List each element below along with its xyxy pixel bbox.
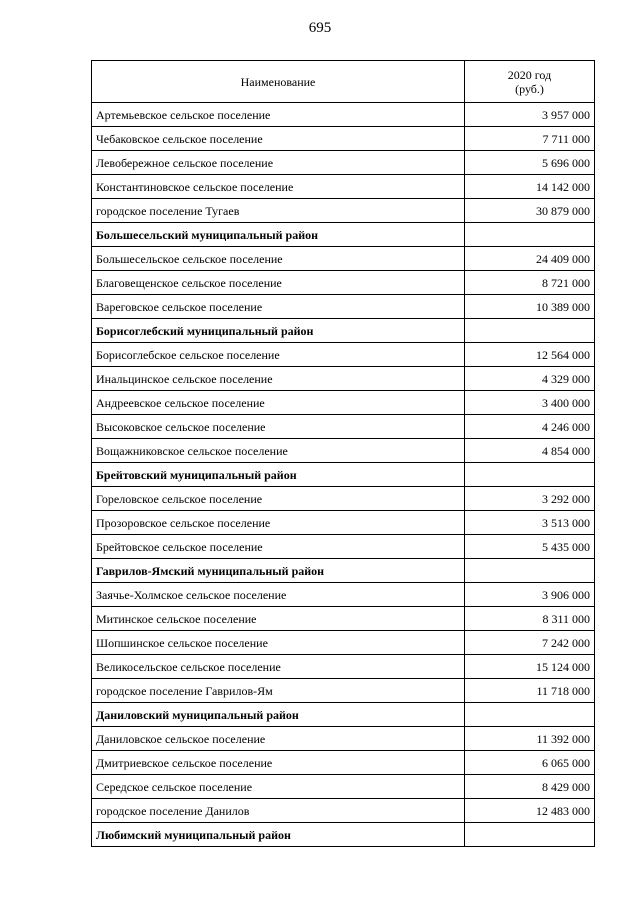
- settlement-name-cell: Константиновское сельское поселение: [92, 175, 465, 199]
- settlement-name-cell: городское поселение Тугаев: [92, 199, 465, 223]
- district-name-cell: Борисоглебский муниципальный район: [92, 319, 465, 343]
- table-row: [92, 247, 595, 271]
- table-row: [92, 271, 595, 295]
- amount-cell: [465, 823, 595, 847]
- settlement-name-cell: Середское сельское поселение: [92, 775, 465, 799]
- district-header-row: [92, 319, 595, 343]
- district-name-cell: Любимский муниципальный район: [92, 823, 465, 847]
- table-header-row: [92, 61, 595, 103]
- amount-cell: 30 879 000: [465, 199, 595, 223]
- amount-cell: 7 711 000: [465, 127, 595, 151]
- table-row: [92, 535, 595, 559]
- district-header-row: [92, 223, 595, 247]
- amount-cell: 6 065 000: [465, 751, 595, 775]
- table-row: [92, 343, 595, 367]
- table-body: [92, 103, 595, 847]
- settlement-name-cell: Даниловское сельское поселение: [92, 727, 465, 751]
- table-row: [92, 511, 595, 535]
- amount-cell: 4 329 000: [465, 367, 595, 391]
- district-name-cell: Брейтовский муниципальный район: [92, 463, 465, 487]
- district-header-row: [92, 463, 595, 487]
- amount-cell: [465, 223, 595, 247]
- settlement-name-cell: Заячье-Холмское сельское поселение: [92, 583, 465, 607]
- page-number: 695: [308, 20, 332, 36]
- amount-cell: 3 513 000: [465, 511, 595, 535]
- district-header-row: [92, 823, 595, 847]
- amount-cell: 15 124 000: [465, 655, 595, 679]
- table-row: [92, 751, 595, 775]
- table-row: [92, 487, 595, 511]
- district-name-cell: Даниловский муниципальный район: [92, 703, 465, 727]
- amount-cell: 12 564 000: [465, 343, 595, 367]
- settlement-name-cell: Левобережное сельское поселение: [92, 151, 465, 175]
- table-row: [92, 391, 595, 415]
- settlement-name-cell: Великосельское сельское поселение: [92, 655, 465, 679]
- table-row: [92, 631, 595, 655]
- table-row: [92, 799, 595, 823]
- settlement-name-cell: городское поселение Гаврилов-Ям: [92, 679, 465, 703]
- amount-cell: 12 483 000: [465, 799, 595, 823]
- settlement-name-cell: Большесельское сельское поселение: [92, 247, 465, 271]
- amount-cell: 3 906 000: [465, 583, 595, 607]
- table-row: [92, 103, 595, 127]
- table-row: [92, 775, 595, 799]
- settlement-name-cell: Андреевское сельское поселение: [92, 391, 465, 415]
- settlement-name-cell: Прозоровское сельское поселение: [92, 511, 465, 535]
- table-row: [92, 655, 595, 679]
- column-header-name: Наименование: [92, 61, 465, 103]
- district-name-cell: Гаврилов-Ямский муниципальный район: [92, 559, 465, 583]
- amount-cell: 8 429 000: [465, 775, 595, 799]
- settlement-name-cell: Брейтовское сельское поселение: [92, 535, 465, 559]
- budget-table: [91, 60, 595, 847]
- settlement-name-cell: городское поселение Данилов: [92, 799, 465, 823]
- amount-cell: 11 718 000: [465, 679, 595, 703]
- settlement-name-cell: Шопшинское сельское поселение: [92, 631, 465, 655]
- settlement-name-cell: Вареговское сельское поселение: [92, 295, 465, 319]
- settlement-name-cell: Вощажниковское сельское поселение: [92, 439, 465, 463]
- table-row: [92, 415, 595, 439]
- amount-cell: 24 409 000: [465, 247, 595, 271]
- amount-cell: [465, 319, 595, 343]
- amount-cell: 3 957 000: [465, 103, 595, 127]
- amount-cell: 8 311 000: [465, 607, 595, 631]
- amount-cell: 14 142 000: [465, 175, 595, 199]
- amount-cell: 5 696 000: [465, 151, 595, 175]
- settlement-name-cell: Дмитриевское сельское поселение: [92, 751, 465, 775]
- table-row: [92, 583, 595, 607]
- settlement-name-cell: Гореловское сельское поселение: [92, 487, 465, 511]
- column-header-year-label: 2020 год: [507, 67, 552, 82]
- table-row: [92, 439, 595, 463]
- table-row: [92, 679, 595, 703]
- amount-cell: 4 246 000: [465, 415, 595, 439]
- amount-cell: 10 389 000: [465, 295, 595, 319]
- table-row: [92, 607, 595, 631]
- settlement-name-cell: Артемьевское сельское поселение: [92, 103, 465, 127]
- amount-cell: 5 435 000: [465, 535, 595, 559]
- amount-cell: 11 392 000: [465, 727, 595, 751]
- amount-cell: 4 854 000: [465, 439, 595, 463]
- district-name-cell: Большесельский муниципальный район: [92, 223, 465, 247]
- table-row: [92, 151, 595, 175]
- amount-cell: [465, 559, 595, 583]
- amount-cell: [465, 703, 595, 727]
- amount-cell: 3 292 000: [465, 487, 595, 511]
- amount-cell: [465, 463, 595, 487]
- table-row: [92, 367, 595, 391]
- amount-cell: 3 400 000: [465, 391, 595, 415]
- table-row: [92, 175, 595, 199]
- settlement-name-cell: Чебаковское сельское поселение: [92, 127, 465, 151]
- district-header-row: [92, 703, 595, 727]
- amount-cell: 7 242 000: [465, 631, 595, 655]
- column-header-year: [465, 61, 595, 103]
- settlement-name-cell: Митинское сельское поселение: [92, 607, 465, 631]
- table-row: [92, 127, 595, 151]
- settlement-name-cell: Благовещенское сельское поселение: [92, 271, 465, 295]
- table-row: [92, 295, 595, 319]
- column-header-unit: (руб.): [515, 81, 544, 96]
- settlement-name-cell: Высоковское сельское поселение: [92, 415, 465, 439]
- table-row: [92, 727, 595, 751]
- settlement-name-cell: Борисоглебское сельское поселение: [92, 343, 465, 367]
- settlement-name-cell: Инальцинское сельское поселение: [92, 367, 465, 391]
- district-header-row: [92, 559, 595, 583]
- amount-cell: 8 721 000: [465, 271, 595, 295]
- table-row: [92, 199, 595, 223]
